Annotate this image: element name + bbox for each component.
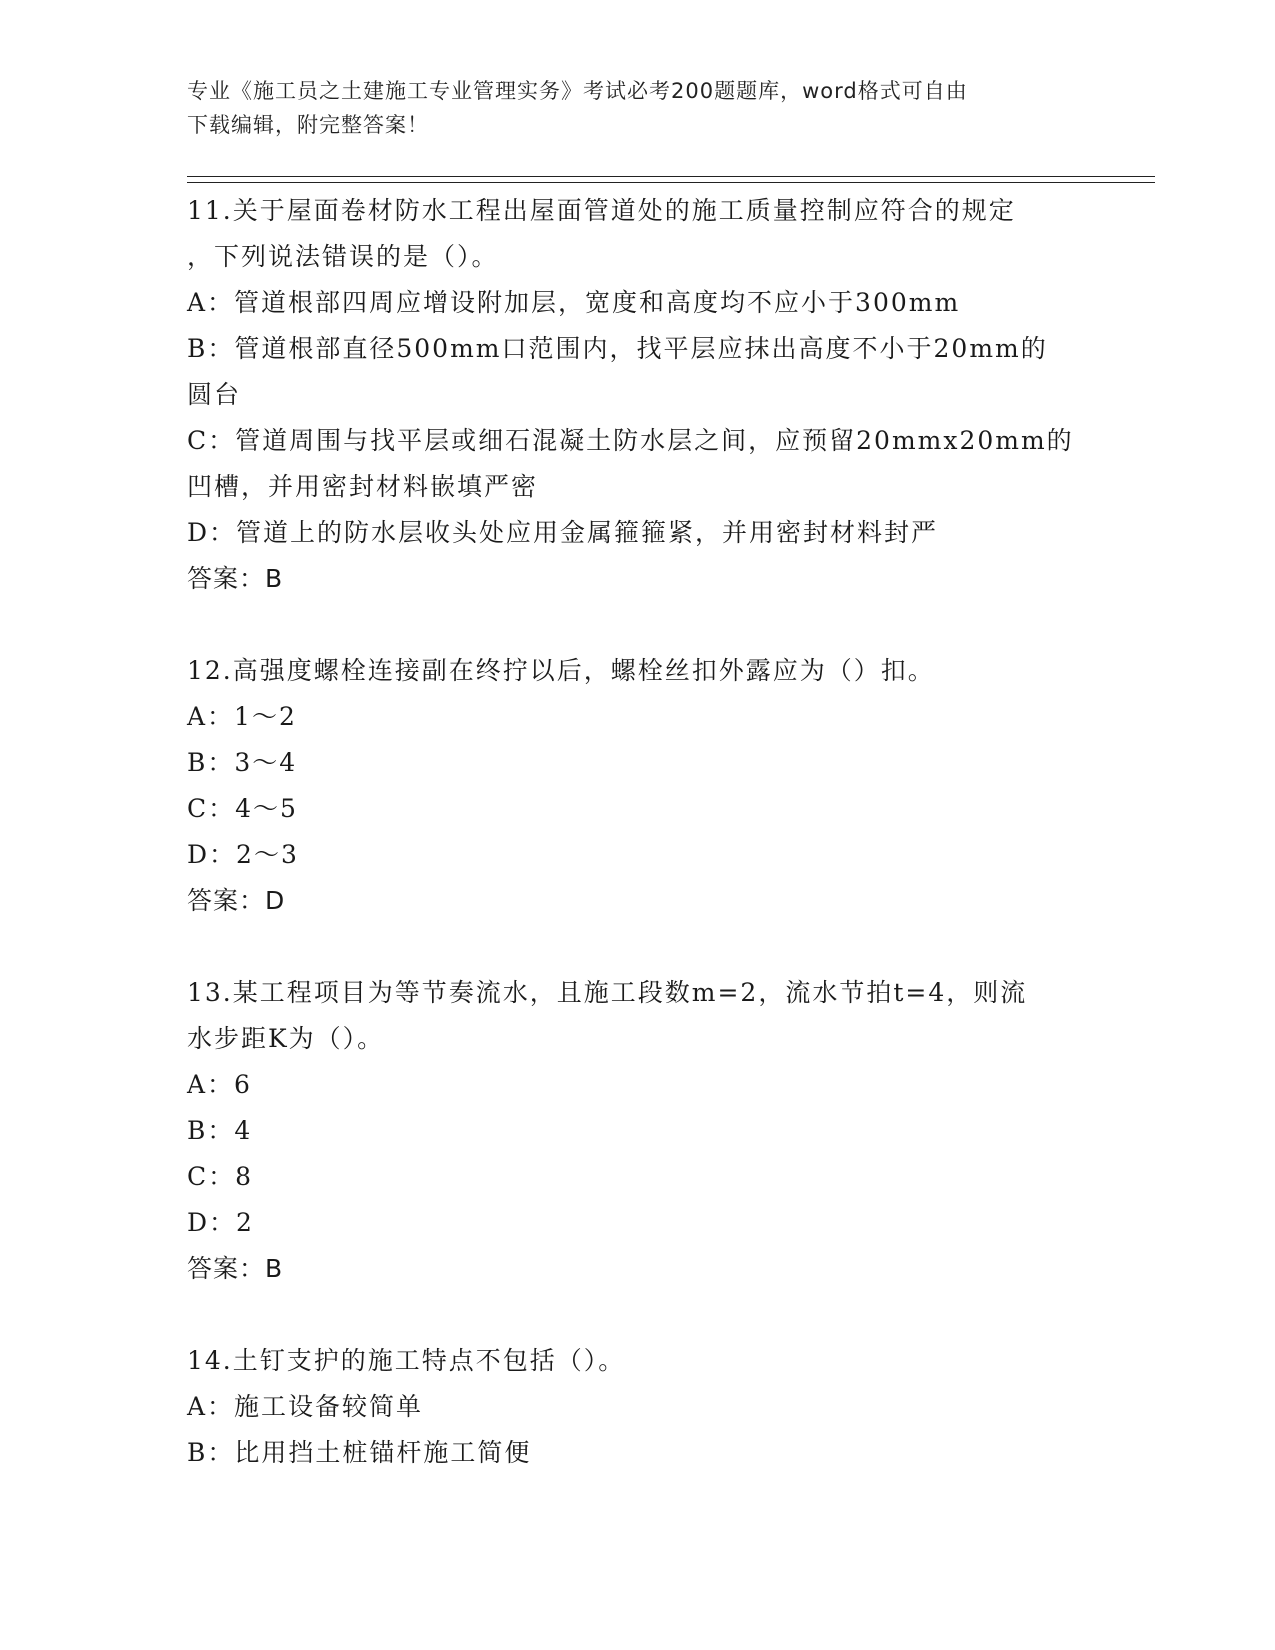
- option-line: B：4: [187, 1116, 253, 1145]
- question-stem-line: ，下列说法错误的是（）。: [187, 242, 499, 271]
- option-line: C：4～5: [187, 794, 298, 823]
- option-line: A：1～2: [187, 702, 297, 731]
- option-line: A：施工设备较简单: [187, 1392, 424, 1421]
- question-spacer: [187, 924, 1087, 970]
- option-line: A：管道根部四周应增设附加层，宽度和高度均不应小于300mm: [187, 288, 961, 317]
- question-stem-line: 13.某工程项目为等节奏流水，且施工段数m=2，流水节拍t=4，则流: [187, 978, 1028, 1007]
- question-block: [187, 188, 1087, 602]
- header-line-2: 下载编辑，附完整答案！: [187, 113, 429, 137]
- question-stem-line: 11.关于屋面卷材防水工程出屋面管道处的施工质量控制应符合的规定: [187, 196, 1016, 225]
- question-stem-line: 水步距K为（）。: [187, 1024, 385, 1053]
- answer-line: 答案：B: [187, 1254, 284, 1283]
- answer-line: 答案：B: [187, 564, 284, 593]
- option-line: 凹槽，并用密封材料嵌填严密: [187, 472, 539, 501]
- option-line: C：管道周围与找平层或细石混凝土防水层之间，应预留20mmx20mm的: [187, 426, 1074, 455]
- option-line: B：3～4: [187, 748, 298, 777]
- question-stem-line: 14.土钉支护的施工特点不包括（）。: [187, 1346, 626, 1375]
- option-line: D：管道上的防水层收头处应用金属箍箍紧，并用密封材料封严: [187, 518, 939, 547]
- option-line: 圆台: [187, 380, 242, 409]
- question-stem-line: 12.高强度螺栓连接副在终拧以后，螺栓丝扣外露应为（）扣。: [187, 656, 935, 685]
- question-block: [187, 970, 1087, 1292]
- option-line: D：2～3: [187, 840, 299, 869]
- question-list: [187, 188, 1087, 1476]
- header-line-1: 专业《施工员之土建施工专业管理实务》考试必考200题题库，word格式可自由: [187, 79, 968, 103]
- option-line: B：管道根部直径500mm口范围内，找平层应抹出高度不小于20mm的: [187, 334, 1048, 363]
- header-rule-top: [187, 176, 1155, 177]
- question-spacer: [187, 1292, 1087, 1338]
- option-line: B：比用挡土桩锚杆施工简便: [187, 1438, 532, 1467]
- question-block: [187, 1338, 1087, 1476]
- option-line: D：2: [187, 1208, 254, 1237]
- option-line: C：8: [187, 1162, 254, 1191]
- header-rule-bottom: [187, 182, 1155, 183]
- question-block: [187, 648, 1087, 924]
- document-header: [187, 74, 1087, 142]
- answer-line: 答案：D: [187, 886, 286, 915]
- option-line: A：6: [187, 1070, 252, 1099]
- question-spacer: [187, 602, 1087, 648]
